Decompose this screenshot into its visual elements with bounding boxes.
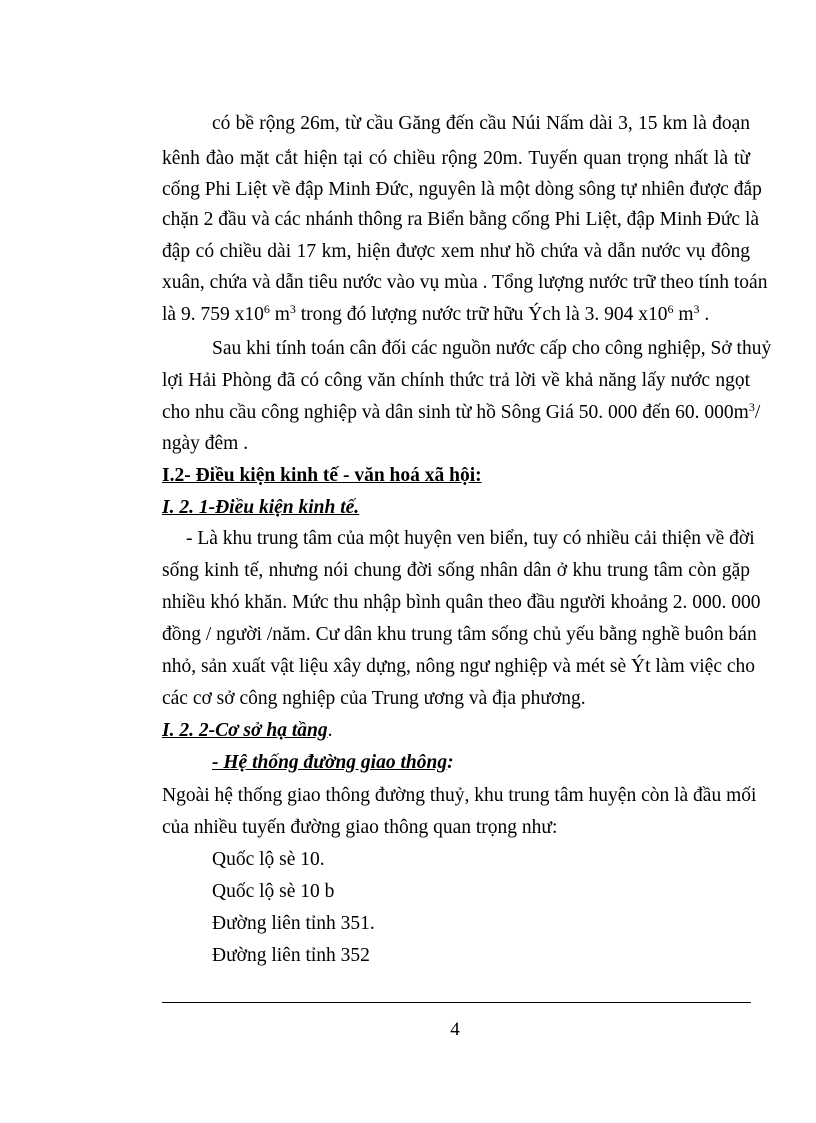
paragraph-line: đập có chiều dài 17 km, hiện được xem như hồ chứa và dẫn nước vụ đông [162, 241, 750, 262]
text-run: m [673, 304, 694, 325]
superscript: 6 [263, 302, 270, 316]
text-run: là 9. 759 x10 [162, 304, 264, 325]
sub-heading [212, 750, 750, 776]
paragraph-line-with-units [162, 302, 750, 328]
paragraph-line: ngày đêm . [162, 433, 249, 454]
list-item: Đường liên tỉnh 351. [212, 913, 375, 934]
paragraph-line: Ngoài hệ thống giao thông đường thuỷ, khu trung tâm huyện còn là đầu mối [162, 785, 757, 806]
superscript: 3 [289, 302, 296, 316]
paragraph-line: có bề rộng 26m, từ cầu Găng đến cầu Núi Nấm dài 3, 15 km là đoạn [212, 113, 750, 134]
paragraph-line: của nhiều tuyến đường giao thông quan trọng như: [162, 817, 558, 838]
superscript: 6 [667, 302, 674, 316]
text-run: . [699, 304, 710, 325]
paragraph-line: kênh đào mặt cắt hiện tại có chiều rộng 20m. Tuyến quan trọng nhất là từ [162, 148, 750, 169]
paragraph-line: chặn 2 đầu và các nhánh thông ra Biển bằng cống Phi Liệt, đập Minh Đức là [162, 209, 760, 230]
text-run: / [754, 402, 761, 423]
paragraph-line: nhiều khó khăn. Mức thu nhập bình quân theo đầu người khoảng 2. 000. 000 [162, 592, 761, 613]
section-heading: I.2- Điều kiện kinh tế - văn hoá xã hội: [162, 465, 482, 486]
sub-heading-punctuation: : [447, 752, 454, 773]
sub-heading-text: - Hệ thống đường giao thông [212, 752, 448, 773]
paragraph-line: xuân, chứa và dẫn tiêu nước vào vụ mùa . Tổng lượng nước trữ theo tính toán [162, 272, 768, 293]
paragraph-line: - Là khu trung tâm của một huyện ven biển, tuy có nhiều cải thiện về đời [186, 528, 755, 549]
heading-punctuation: . [327, 720, 333, 741]
subsection-heading [162, 718, 750, 744]
page-number: 4 [450, 1019, 460, 1040]
list-item: Đường liên tỉnh 352 [212, 945, 370, 966]
heading-text: I. 2. 2-Cơ sở hạ tầng [162, 720, 328, 741]
paragraph-line: Sau khi tính toán cân đối các nguồn nước cấp cho công nghiệp, Sở thuỷ [212, 338, 772, 359]
list-item: Quốc lộ sè 10. [212, 849, 325, 870]
paragraph-line-with-units [162, 400, 761, 426]
superscript: 3 [693, 302, 700, 316]
text-run: trong đó lượng nước trữ hữu Ých là 3. 904 x10 [295, 304, 668, 325]
paragraph-line: cống Phi Liệt về đập Minh Đức, nguyên là một dòng sông tự nhiên được đắp [162, 179, 762, 200]
subsection-heading: I. 2. 1-Điều kiện kinh tế. [162, 497, 360, 518]
text-run: m [269, 304, 290, 325]
list-item: Quốc lộ sè 10 b [212, 881, 335, 902]
paragraph-line: các cơ sở công nghiệp của Trung ương và địa phương. [162, 688, 586, 709]
paragraph-line: sống kinh tế, nhưng nói chung đời sống nhân dân ở khu trung tâm còn gặp [162, 560, 750, 581]
paragraph-line: đồng / người /năm. Cư dân khu trung tâm sống chủ yếu bằng nghề buôn bán [162, 624, 757, 645]
paragraph-line: lợi Hải Phòng đã có công văn chính thức trả lời về khả năng lấy nước ngọt [162, 370, 750, 391]
text-run: cho nhu cầu công nghiệp và dân sinh từ hồ Sông Giá 50. 000 đến 60. 000m [162, 402, 749, 423]
footer-divider [162, 1002, 751, 1003]
paragraph-line: nhỏ, sản xuất vật liệu xây dựng, nông ngư nghiệp và mét sè Ýt làm việc cho [162, 656, 756, 677]
superscript: 3 [748, 400, 755, 414]
